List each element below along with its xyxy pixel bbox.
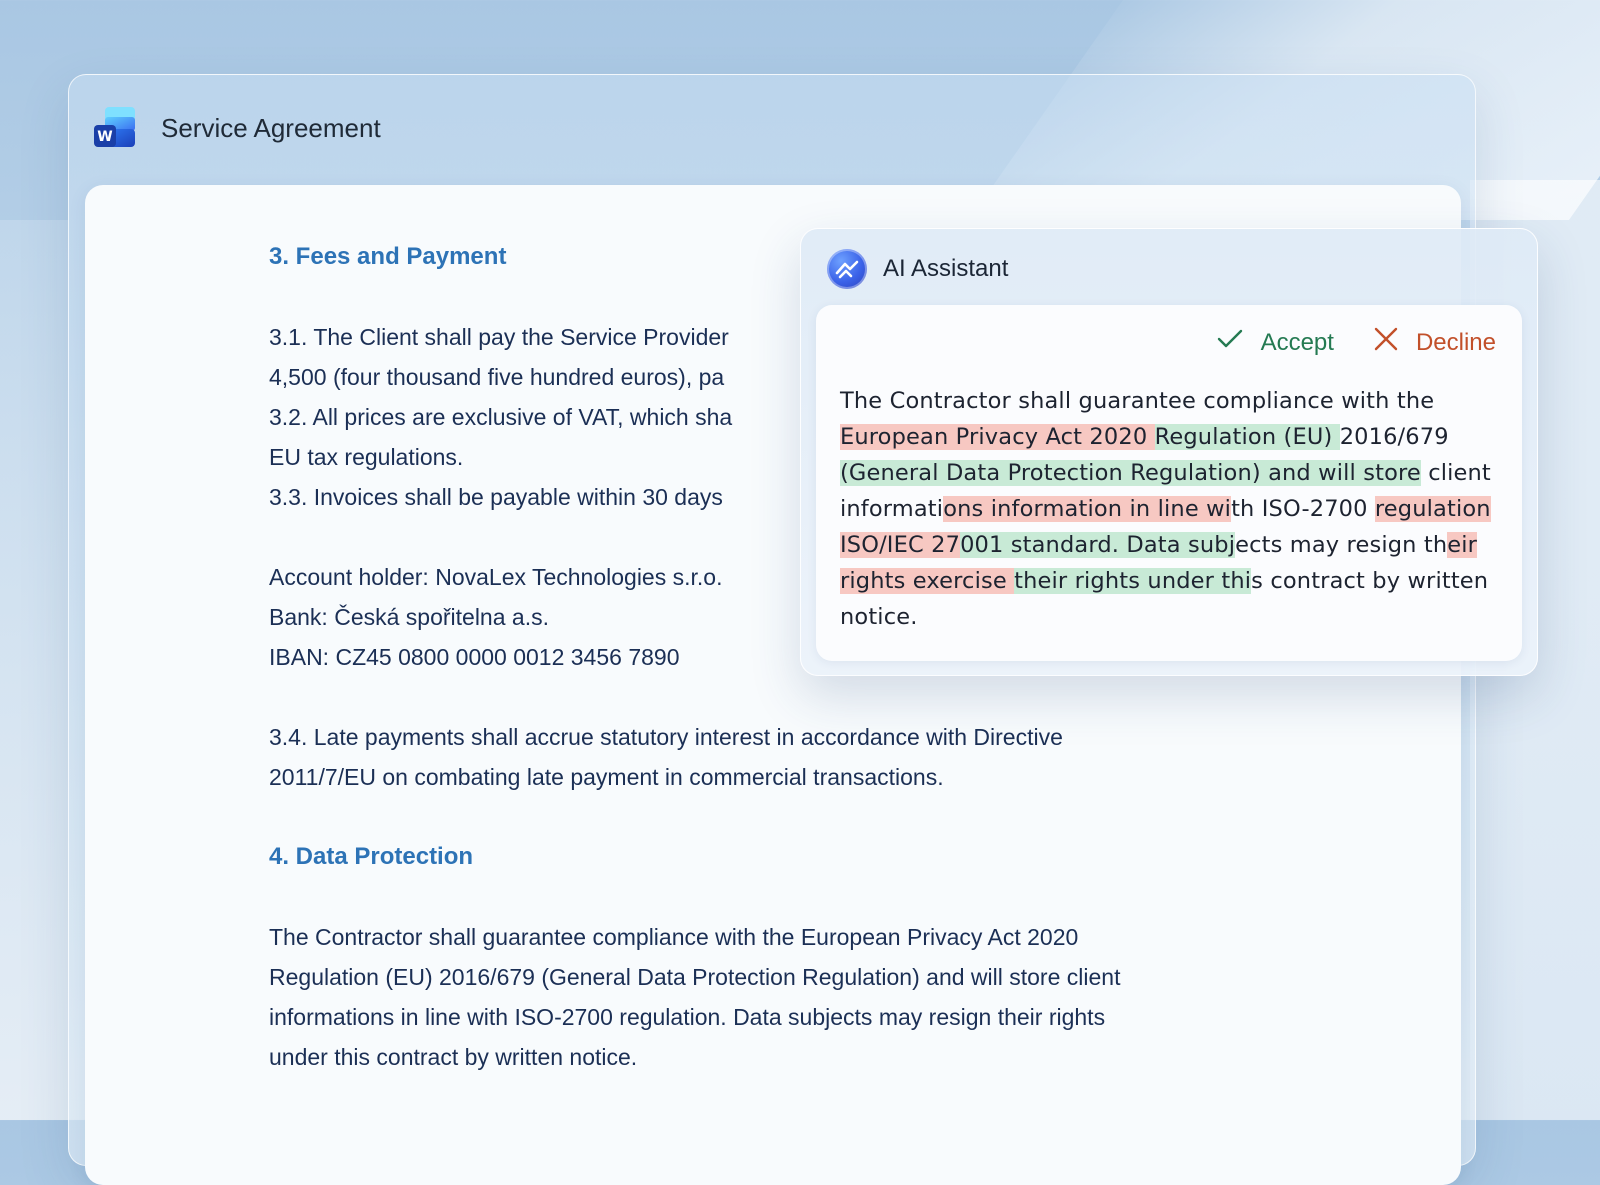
unchanged-text: The Contractor shall guarantee compliance with the (840, 388, 1435, 414)
paragraph-line: 4,500 (four thousand five hundred euros), pa (269, 364, 725, 390)
spacer (269, 677, 1269, 717)
document-title: Service Agreement (161, 112, 381, 143)
paragraph-line: 3.1. The Client shall pay the Service Provider (269, 324, 729, 350)
paragraph-line: The Contractor shall guarantee compliance with the European Privacy Act 2020 (269, 924, 1079, 950)
word-icon (93, 105, 137, 151)
background-left-panel (0, 220, 68, 1120)
spacer (269, 877, 1269, 917)
paragraph-line: 3.3. Invoices shall be payable within 30 days (269, 484, 723, 510)
suggestion-text (840, 383, 1500, 635)
account-holder-line: Account holder: NovaLex Technologies s.r.o. (269, 564, 723, 590)
suggestion-card (816, 305, 1522, 661)
inserted-text: their rights under thi (1014, 568, 1252, 594)
ai-assistant-title: AI Assistant (883, 255, 1009, 282)
deleted-text: ons information in line wi (943, 496, 1232, 522)
checkmark-icon (1217, 328, 1243, 357)
svg-text:W: W (97, 129, 113, 145)
inserted-text: Regulation (EU) (1154, 424, 1340, 450)
paragraph-line: informations in line with ISO-2700 regulation. Data subjects may resign their rights (269, 1004, 1106, 1030)
suggestion-actions (1217, 327, 1496, 358)
unchanged-text: ects may resign th (1235, 532, 1448, 558)
bank-line: Bank: Česká spořitelna a.s. (269, 604, 549, 630)
unchanged-text: client informati (840, 460, 1491, 522)
deleted-text: eir rights exercise (840, 532, 1478, 594)
paragraph-line: EU tax regulations. (269, 444, 464, 470)
section-heading: 4. Data Protection (269, 843, 474, 870)
deleted-text: European Privacy Act 2020 (840, 424, 1155, 450)
window-titlebar (93, 105, 381, 151)
paragraph-line: under this contract by written notice. (269, 1044, 638, 1070)
spacer (269, 797, 1269, 837)
paragraph-line: 2011/7/EU on combating late payment in commercial transactions. (269, 764, 944, 790)
accept-label: Accept (1260, 328, 1334, 356)
paragraph-line: 3.2. All prices are exclusive of VAT, which sha (269, 404, 733, 430)
ai-assistant-panel (800, 228, 1538, 676)
iban-line: IBAN: CZ45 0800 0000 0012 3456 7890 (269, 644, 680, 670)
ai-assistant-logo-icon (827, 249, 867, 289)
unchanged-text: th ISO-2700 (1231, 496, 1375, 522)
deleted-text: regulation ISO/IEC 27 (840, 496, 1491, 558)
inserted-text: (General Data Protection Regulation) and will store (840, 460, 1421, 486)
section-heading: 3. Fees and Payment (269, 243, 507, 270)
decline-button[interactable] (1374, 327, 1496, 358)
decline-label: Decline (1415, 328, 1496, 356)
accept-button[interactable] (1217, 328, 1334, 357)
inserted-text: 001 standard. Data subj (960, 532, 1236, 558)
close-icon (1374, 327, 1398, 358)
unchanged-text: s contract by written notice. (840, 568, 1489, 630)
paragraph-line: 3.4. Late payments shall accrue statutory interest in accordance with Directive (269, 724, 1063, 750)
ai-assistant-header (827, 249, 1008, 289)
unchanged-text: 2016/679 (1339, 424, 1449, 450)
paragraph-line: Regulation (EU) 2016/679 (General Data Protection Regulation) and will store client (269, 964, 1121, 990)
